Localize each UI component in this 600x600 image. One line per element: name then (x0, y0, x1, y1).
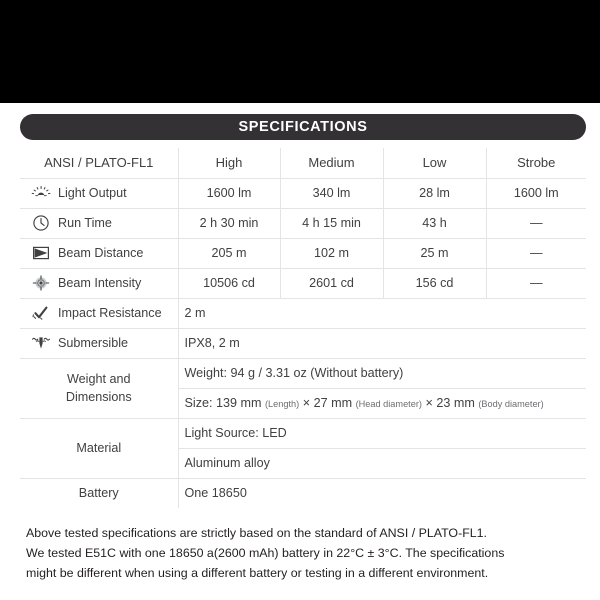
row-label-run-time (20, 208, 178, 238)
weight-label-line2: Dimensions (65, 390, 132, 404)
clock-icon (31, 214, 51, 232)
light-output-icon (31, 184, 51, 202)
cell-medium: 102 m (280, 238, 383, 268)
spec-sheet (0, 103, 600, 600)
row-label-material: Material (20, 418, 178, 478)
footnote-line-1: Above tested specifications are strictly based on the standard of ANSI / PLATO-FL1. (26, 526, 487, 540)
table-header-row (20, 148, 586, 178)
header-label-cell: ANSI / PLATO-FL1 (20, 148, 178, 178)
table-row-impact-resistance (20, 298, 586, 328)
row-label-text: Light Output (58, 186, 127, 200)
table-row-material-1 (20, 418, 586, 448)
top-black-band (0, 0, 600, 103)
cell-battery-value: One 18650 (178, 478, 586, 508)
row-label-light-output (20, 178, 178, 208)
table-row-weight (20, 358, 586, 388)
size-note-length: (Length) (265, 399, 300, 409)
size-prefix: Size: 139 mm (184, 396, 262, 410)
header-col-high: High (178, 148, 280, 178)
weight-label-line1: Weight and (67, 372, 131, 386)
cell-low: 28 lm (383, 178, 486, 208)
banner-title: SPECIFICATIONS (238, 119, 368, 135)
header-col-strobe: Strobe (486, 148, 586, 178)
table-row-submersible (20, 328, 586, 358)
row-label-impact-resistance (20, 298, 178, 328)
size-note-body-diameter: (Body diameter) (478, 399, 544, 409)
table-row (20, 238, 586, 268)
row-label-text: Beam Intensity (58, 276, 142, 290)
footnote (26, 523, 582, 583)
cell-strobe: — (486, 268, 586, 298)
cell-high: 1600 lm (178, 178, 280, 208)
cell-medium: 340 lm (280, 178, 383, 208)
table-row (20, 268, 586, 298)
submersible-icon (31, 334, 51, 352)
cell-low: 25 m (383, 238, 486, 268)
row-label-beam-distance (20, 238, 178, 268)
cell-strobe: — (486, 208, 586, 238)
row-label-beam-intensity (20, 268, 178, 298)
cell-high: 2 h 30 min (178, 208, 280, 238)
footnote-line-3: might be different when using a different battery or testing in a different environment. (26, 566, 489, 580)
specifications-banner (20, 114, 586, 140)
size-note-head-diameter: (Head diameter) (355, 399, 422, 409)
cell-size-value (178, 388, 586, 418)
beam-distance-icon (31, 244, 51, 262)
cell-strobe: — (486, 238, 586, 268)
row-label-submersible (20, 328, 178, 358)
row-label-text: Run Time (58, 216, 112, 230)
cell-medium: 2601 cd (280, 268, 383, 298)
cell-high: 10506 cd (178, 268, 280, 298)
cell-low: 156 cd (383, 268, 486, 298)
cell-high: 205 m (178, 238, 280, 268)
beam-intensity-icon (31, 274, 51, 292)
cell-impact-value: 2 m (178, 298, 586, 328)
cell-low: 43 h (383, 208, 486, 238)
table-row (20, 178, 586, 208)
table-row (20, 208, 586, 238)
cell-light-source: Light Source: LED (178, 418, 586, 448)
header-col-low: Low (383, 148, 486, 178)
cell-material-value: Aluminum alloy (178, 448, 586, 478)
row-label-weight-dimensions (20, 358, 178, 418)
size-end: × 23 mm (425, 396, 475, 410)
specifications-table (20, 148, 586, 508)
cell-weight-value: Weight: 94 g / 3.31 oz (Without battery) (178, 358, 586, 388)
row-label-text: Submersible (58, 336, 128, 350)
table-row-battery (20, 478, 586, 508)
row-label-battery: Battery (78, 486, 119, 501)
cell-strobe: 1600 lm (486, 178, 586, 208)
cell-medium: 4 h 15 min (280, 208, 383, 238)
row-label-text: Impact Resistance (58, 306, 162, 320)
row-label-text: Beam Distance (58, 246, 144, 260)
header-col-medium: Medium (280, 148, 383, 178)
cell-submersible-value: IPX8, 2 m (178, 328, 586, 358)
size-mid: × 27 mm (302, 396, 353, 410)
impact-resistance-icon (31, 304, 51, 322)
footnote-line-2: We tested E51C with one 18650 a(2600 mAh) battery in 22°C ± 3°C. The specifications (26, 546, 505, 560)
